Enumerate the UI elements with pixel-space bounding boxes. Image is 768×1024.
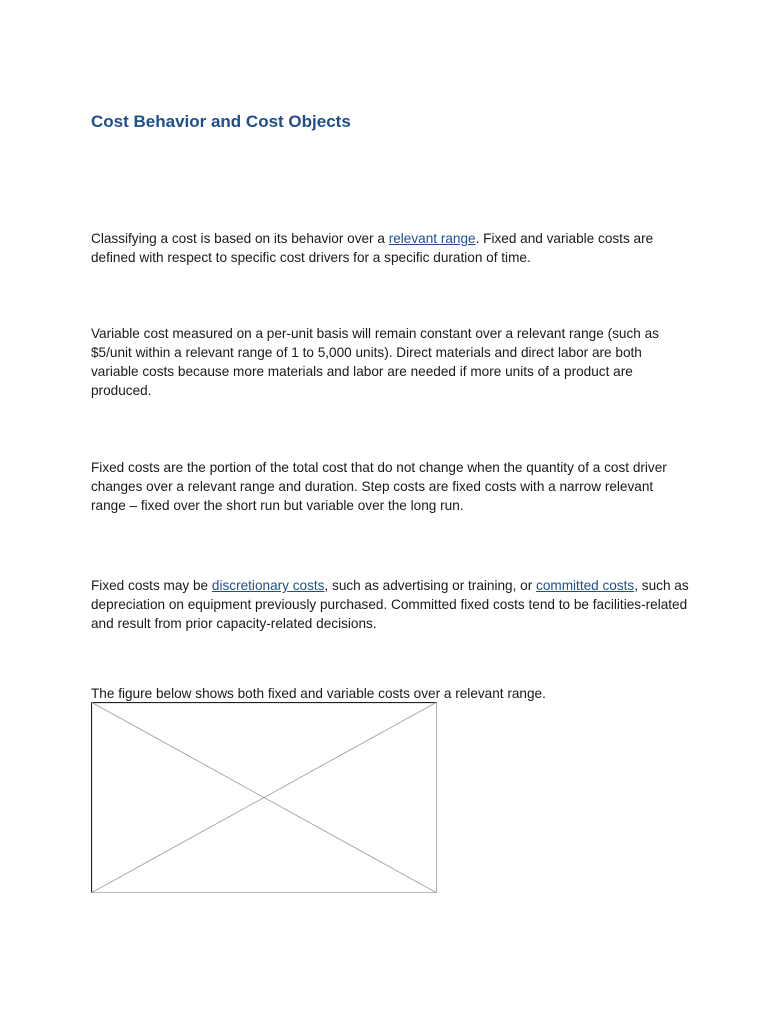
figure-placeholder (91, 702, 437, 893)
relevant-range-link[interactable]: relevant range (388, 231, 476, 246)
paragraph-text: , such as depreciation on equipment previously purchased. Committed fixed costs tend to be facilities-related and result from prior capacity-related decisions. (91, 578, 689, 631)
paragraph-relevant-range (91, 229, 691, 267)
paragraph-discretionary-committed (91, 576, 691, 633)
discretionary-costs-link[interactable]: discretionary costs (211, 578, 325, 593)
paragraph-text: Classifying a cost is based on its behavior over a (91, 231, 389, 246)
paragraph-text: . Fixed and variable costs are defined with respect to specific cost drivers for a specific duration of time. (91, 231, 654, 265)
paragraph-text: , such as advertising or training, or (324, 578, 537, 593)
committed-costs-link[interactable]: committed costs (536, 578, 635, 593)
paragraph-variable-cost: Variable cost measured on a per-unit basis will remain constant over a relevant range (such as $5/unit within a relevant range of 1 to 5,000 units). Direct materials and direct labor are both variable costs because more materials and labor are needed if more units of a product are produced. (91, 326, 659, 398)
paragraph-figure-intro: The figure below shows both fixed and variable costs over a relevant range. (91, 686, 546, 701)
paragraph-fixed-costs: Fixed costs are the portion of the total cost that do not change when the quantity of a cost driver changes over a relevant range and duration. Step costs are fixed costs with a narrow relevant range – fixed over the short run but variable over the long run. (91, 460, 667, 513)
page-title: Cost Behavior and Cost Objects (91, 112, 351, 131)
missing-image-placeholder-icon (91, 702, 437, 893)
paragraph-text: Fixed costs may be (91, 578, 212, 593)
